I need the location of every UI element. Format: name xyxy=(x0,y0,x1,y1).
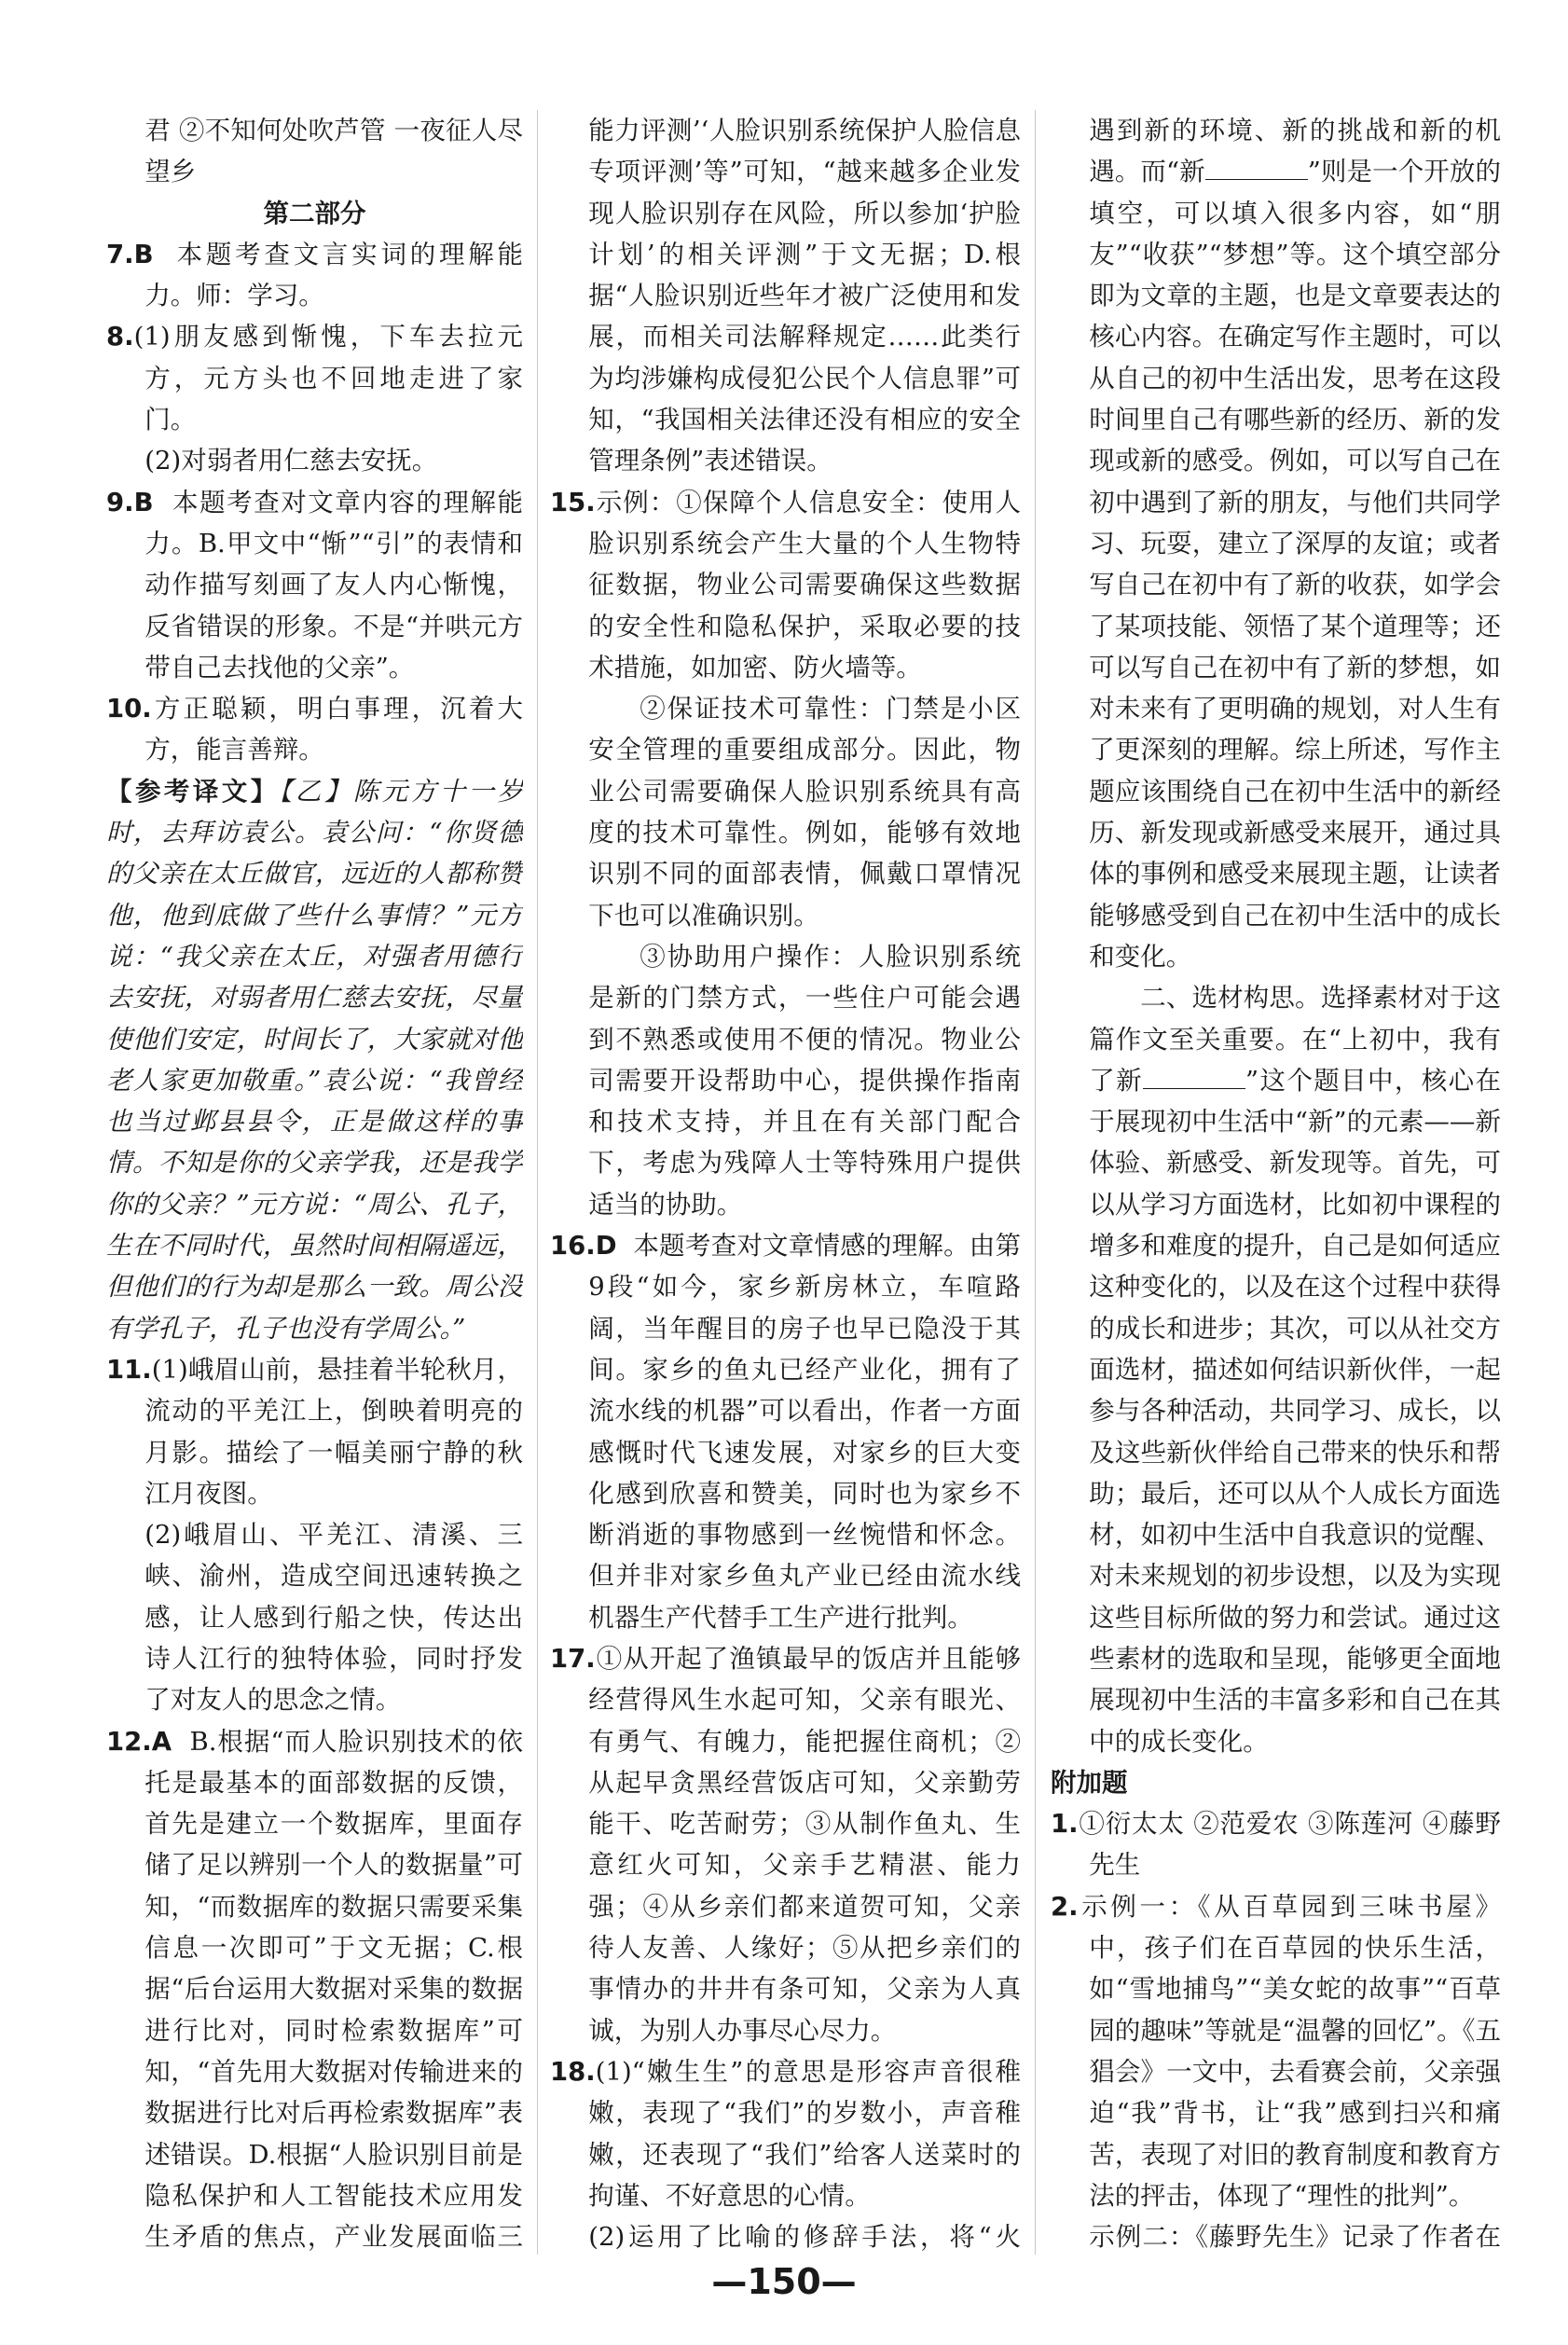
answer-number: 10. xyxy=(106,694,152,724)
answer-number: 1. xyxy=(1051,1809,1079,1840)
answer-text: (2)对弱者用仁慈去安抚。 xyxy=(144,446,438,476)
answer-number: 2. xyxy=(1051,1891,1079,1922)
answer-number: 7.B xyxy=(106,239,154,269)
answer-number: 12.A xyxy=(106,1726,172,1757)
fill-blank xyxy=(1143,1065,1245,1089)
answer-text: (2)峨眉山、平羌江、清溪、三峡、渝州，造成空间迅速转换之感，让人感到行船之快，传达出诗人江行的独特体验，同时抒发了对友人的思念之情。 xyxy=(144,1520,523,1716)
extra-answer-1 xyxy=(1051,1803,1501,1886)
column-middle xyxy=(550,110,1021,2255)
answer-text: 本题考查对文章内容的理解能力。B.甲文中“惭”“引”的表情和动作描写刻画了友人内心惭愧，反省错误的形象。不是“并哄元方带自己去找他的父亲”。 xyxy=(144,487,523,683)
answer-number: 8. xyxy=(106,322,134,352)
answer-number: 11. xyxy=(106,1354,152,1385)
answer-text: (1)朋友感到惭愧，下车去拉元方，元方头也不回地走进了家门。 xyxy=(133,322,523,435)
answer-text xyxy=(1051,977,1501,1762)
answer-text: 本题考查对文章情感的理解。由第9段“如今，家乡新房林立，车喧路阔，当年醒目的房子也早已隐没于其间。家乡的鱼丸已经产业化，拥有了流水线的机器”可以看出，作者一方面感慨时代飞速发展，对家乡的巨大变化感到欣喜和赞美，同时也为家乡不断消逝的事物感到一丝惋惜和怀念。但并非对家乡鱼丸产业已经由流水线机器生产代替手工生产进行批判。 xyxy=(588,1231,1021,1633)
answer-number: 17. xyxy=(550,1643,596,1674)
text-span: ”这个题目中，核心在于展现初中生活中“新”的元素——新体验、新感受、新发现等。首先，可以从学习方面选材，比如初中课程的增多和难度的提升，自己是如何适应这种变化的，以及在这个过程中获得的成长和进步；其次，可以从社交方面选材，描述如何结识新伙伴，一起参与各种活动，共同学习、成长，以及这些新伙伴给自己带来的快乐和帮助；最后，还可以从个人成长方面选材，如初中生活中自我意识的觉醒、对未来规划的初步设想，以及为实现这些目标所做的努力和尝试。通过这些素材的选取和呈现，能够更全面地展现初中生活的丰富多彩和自己在其中的成长变化。 xyxy=(1089,1065,1501,1757)
answer-text: 示例一：《从百草园到三味书屋》中，孩子们在百草园的快乐生活，如“雪地捕鸟”“美女蛇的故事”“百草园的趣味”等就是“温馨的回忆”。《五猖会》一文中，去看赛会前，父亲强迫“我”背书，让“我”感到扫兴和痛苦，表现了对旧的教育制度和教育方法的抨击，体现了“理性的批判”。 xyxy=(1078,1891,1501,2211)
extra-questions-heading: 附加题 xyxy=(1051,1767,1128,1798)
column-left xyxy=(106,110,523,2255)
answer-text: (1)“嫩生生”的意思是形容声音很稚嫩，表现了“我们”的岁数小，声音稚嫩，还表现了“我们”给客人送菜时的拘谨、不好意思的心情。 xyxy=(588,2056,1021,2211)
answer-text: 本题考查文言实词的理解能力。师：学习。 xyxy=(144,239,523,311)
answer-text: ③协助用户操作：人脸识别系统是新的门禁方式，一些住户可能会遇到不熟悉或使用不便的情况。物业公司需要开设帮助中心，提供操作指南和技术支持，并且在有关部门配合下，考虑为残障人士等特殊用户提供适当的协助。 xyxy=(588,941,1021,1220)
text-span: 遇到新的环境、新的挑战和新的机遇。而“新 xyxy=(1089,116,1501,187)
answer-text: ②保证技术可靠性：门禁是小区安全管理的重要组成部分。因此，物业公司需要确保人脸识别系统具有高度的技术可靠性。例如，能够有效地识别不同的面部表情，佩戴口罩情况下也可以准确识别。 xyxy=(588,694,1021,931)
answer-text xyxy=(1051,110,1501,977)
answer-text: 示例二：《藤野先生》记录了作者在 xyxy=(1089,2222,1501,2253)
answer-text: B.根据“而人脸识别技术的依托是最基本的面部数据的反馈，首先是建立一个数据库，里面存储了足以辨别一个人的数据量”可知，“而数据库的数据只需要采集信息一次即可”于文无据；C.根据“后台运用大数据对采集的数据进行比对，同时检索数据库”可知，“首先用大数据对传输进来的数据进行比对后再检索数据库”表述错误。D.根据“人脸识别目前是隐私保护和人工智能技术应用发生矛盾的焦点，产业发展面临三 xyxy=(144,1726,523,2253)
answer-number: 16.D xyxy=(550,1231,617,1262)
answer-text: ①从开起了渔镇最早的饭店并且能够经营得风生水起可知，父亲有眼光、有勇气、有魄力，能把握住商机；②从起早贪黑经营饭店可知，父亲勤劳能干、吃苦耐劳；③从制作鱼丸、生意红火可知，父亲手艺精湛、能力强；④从乡亲们都来道贺可知，父亲待人友善、人缘好；⑤从把乡亲们的事情办的井井有条可知，父亲为人真诚，为别人办事尽心尽力。 xyxy=(588,1643,1021,2046)
answer-text: (2)运用了比喻的修辞手法，将“火 xyxy=(588,2222,1021,2253)
answer-11 xyxy=(106,1349,523,1514)
answer-number: 9.B xyxy=(106,487,154,517)
column-right xyxy=(1051,110,1501,2255)
answer-17 xyxy=(550,1638,1021,2051)
extra-answer-2 xyxy=(1051,1886,1501,2216)
text-span: ”则是一个开放的填空，可以填入很多内容，如“朋友”“收获”“梦想”等。这个填空部分即为文章的主题，也是文章要表达的核心内容。在确定写作主题时，可以从自己的初中生活出发，思考在这段时间里自己有哪些新的经历、新的发现或新的感受。例如，可以写自己在初中遇到了新的朋友，与他们共同学习、玩耍，建立了深厚的友谊；或者写自己在初中有了新的收获，如学会了某项技能、领悟了某个道理等；还可以写自己在初中有了新的梦想，如对未来有了更明确的规划，对人生有了更深刻的理解。综上所述，写作主题应该围绕自己在初中生活中的新经历、新发现或新感受来展开，通过具体的事例和感受来展现主题，让读者能够感受到自己在初中生活中的成长和变化。 xyxy=(1089,157,1501,972)
answer-8 xyxy=(106,316,523,440)
translation-tag: 【参考译文】 xyxy=(106,776,280,807)
answer-18 xyxy=(550,2051,1021,2216)
translation-text: 【乙】陈元方十一岁时，去拜访袁公。袁公问：“你贤德的父亲在太丘做官，远近的人都称赞他，他到底做了些什么事情？”元方说：“我父亲在太丘，对强者用德行去安抚，对弱者用仁慈去安抚，尽量使他们安定，时间长了，大家就对他老人家更加敬重。”袁公说：“我曾经也当过邺县县令，正是做这样的事情。不知是你的父亲学我，还是我学你的父亲？”元方说：“周公、孔子，生在不同时代，虽然时间相隔遥远，但他们的行为却是那么一致。周公没有学孔子，孔子也没有学周公。” xyxy=(106,776,523,1344)
answer-7 xyxy=(106,234,523,317)
answer-text: 示例：①保障个人信息安全：使用人脸识别系统会产生大量的个人生物特征数据，物业公司需要确保这些数据的安全性和隐私保护，采取必要的技术措施，如加密、防火墙等。 xyxy=(588,487,1021,683)
answer-number: 15. xyxy=(550,487,596,517)
answer-16 xyxy=(550,1225,1021,1638)
answer-text: (1)峨眉山前，悬挂着半轮秋月，流动的平羌江上，倒映着明亮的月影。描绘了一幅美丽宁静的秋江月夜图。 xyxy=(144,1354,523,1509)
answer-text: 能力评测’‘人脸识别系统保护人脸信息专项评测’等”可知，“越来越多企业发现人脸识别存在风险，所以参加‘护脸计划’的相关评测”于文无据；D.根据“人脸识别近些年才被广泛使用和发展，而相关司法解释规定……此类行为均涉嫌构成侵犯公民个人信息罪”可知，“我国相关法律还没有相应的安全管理条例”表述错误。 xyxy=(588,116,1021,476)
answer-15 xyxy=(550,482,1021,688)
answer-9 xyxy=(106,482,523,688)
fill-blank xyxy=(1205,157,1308,181)
column-divider xyxy=(537,110,538,2255)
section-heading-part2: 第二部分 xyxy=(263,198,366,228)
reference-translation xyxy=(106,771,523,1349)
text-span: 二、选材构思。选择素材对于这篇作文至关重要。在“上初中，我有了新 xyxy=(1089,983,1501,1096)
answer-12 xyxy=(106,1721,523,2255)
answer-number: 18. xyxy=(550,2056,596,2087)
poem-line: 君 ②不知何处吹芦管 一夜征人尽望乡 xyxy=(144,116,523,187)
answer-10 xyxy=(106,688,523,771)
answer-text: 方正聪颖，明白事理，沉着大方，能言善辩。 xyxy=(144,694,523,766)
answer-text: ①衍太太 ②范爱农 ③陈莲河 ④藤野先生 xyxy=(1078,1809,1501,1881)
page-number: —150— xyxy=(711,2261,857,2302)
column-divider xyxy=(1035,110,1036,2255)
